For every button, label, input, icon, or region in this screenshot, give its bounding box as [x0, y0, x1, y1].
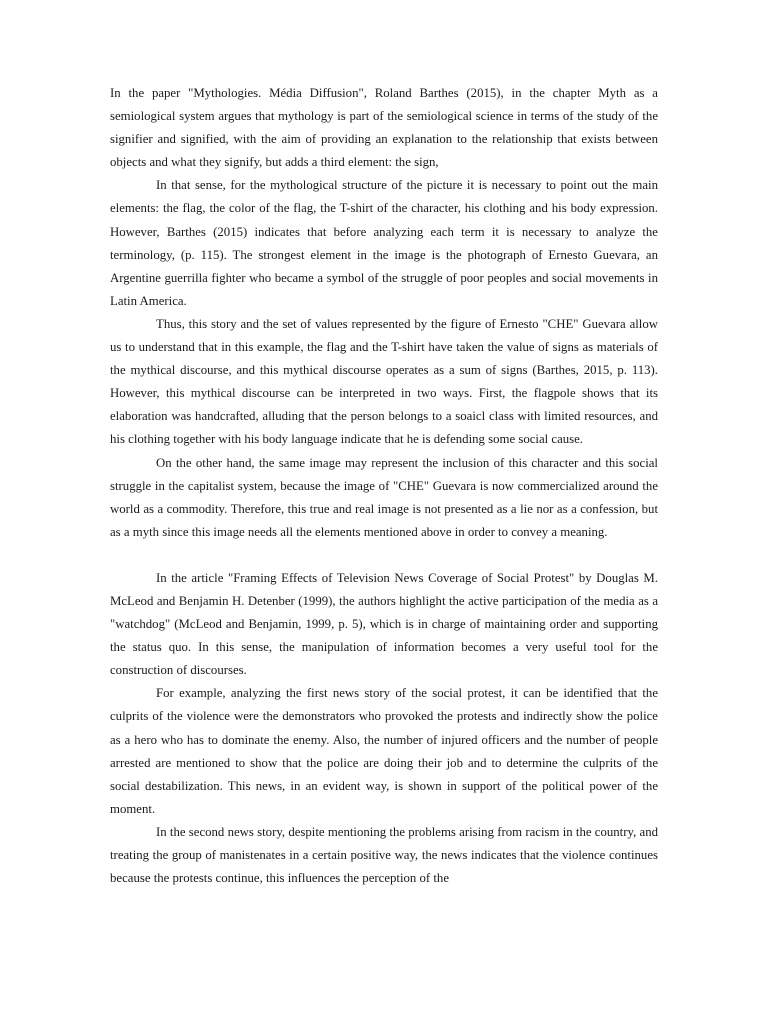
paragraph-gap — [110, 544, 658, 567]
document-page — [110, 82, 658, 890]
paragraph-4: On the other hand, the same image may represent the inclusion of this character and this social struggle in the capitalist system, because the image of "CHE" Guevara is now commercialized around the world as a commodity. Therefore, this true and real image is not presented as a lie nor as a confession, but as a myth since this image needs all the elements mentioned above in order to convey a meaning. — [110, 455, 658, 539]
paragraph-5: In the article "Framing Effects of Television News Coverage of Social Protest" by Douglas M. McLeod and Benjamin H. Detenber (1999), the authors highlight the active participation of the media as a "watchdog" (McLeod and Benjamin, 1999, p. 5), which is in charge of maintaining order and supporting the status quo. In this sense, the manipulation of information becomes a very useful tool for the construction of discourses. — [110, 570, 658, 678]
paragraph-3: Thus, this story and the set of values represented by the figure of Ernesto "CHE" Guevara allow us to understand that in this example, the flag and the T-shirt have taken the value of signs as materials of the mythical discourse, and this mythical discourse operates as a sum of signs (Barthes, 2015, p. 113). However, this mythical discourse can be interpreted in two ways. First, the flagpole shows that its elaboration was handcrafted, alluding that the person belongs to a soaicl class with limited resources, and his clothing together with his body language indicate that he is defending some social cause. — [110, 316, 658, 447]
paragraph-1: In the paper "Mythologies. Média Diffusion", Roland Barthes (2015), in the chapter Myth as a semiological system argues that mythology is part of the semiological science in terms of the study of the signifier and signified, with the aim of providing an explanation to the relationship that exists between objects and what they signify, but adds a third element: the sign, — [110, 86, 658, 170]
paragraph-2: In that sense, for the mythological structure of the picture it is necessary to point out the main elements: the flag, the color of the flag, the T-shirt of the character, his clothing and his body expression. However, Barthes (2015) indicates that before analyzing each term it is necessary to analyze the terminology, (p. 115). The strongest element in the image is the photograph of Ernesto Guevara, an Argentine guerrilla fighter who became a symbol of the struggle of poor peoples and social movements in Latin America. — [110, 178, 658, 308]
paragraph-6: For example, analyzing the first news story of the social protest, it can be identified that the culprits of the violence were the demonstrators who provoked the protests and indirectly show the police as a hero who has to dominate the enemy. Also, the number of injured officers and the number of people arrested are mentioned to show that the police are doing their job and to determine the culprits of the social destabilization. This news, in an evident way, is shown in support of the political power of the moment. — [110, 686, 658, 816]
paragraph-7: In the second news story, despite mentioning the problems arising from racism in the country, and treating the group of manistenates in a certain positive way, the news indicates that the violence continues because the protests continue, this influences the perception of the — [110, 824, 658, 886]
